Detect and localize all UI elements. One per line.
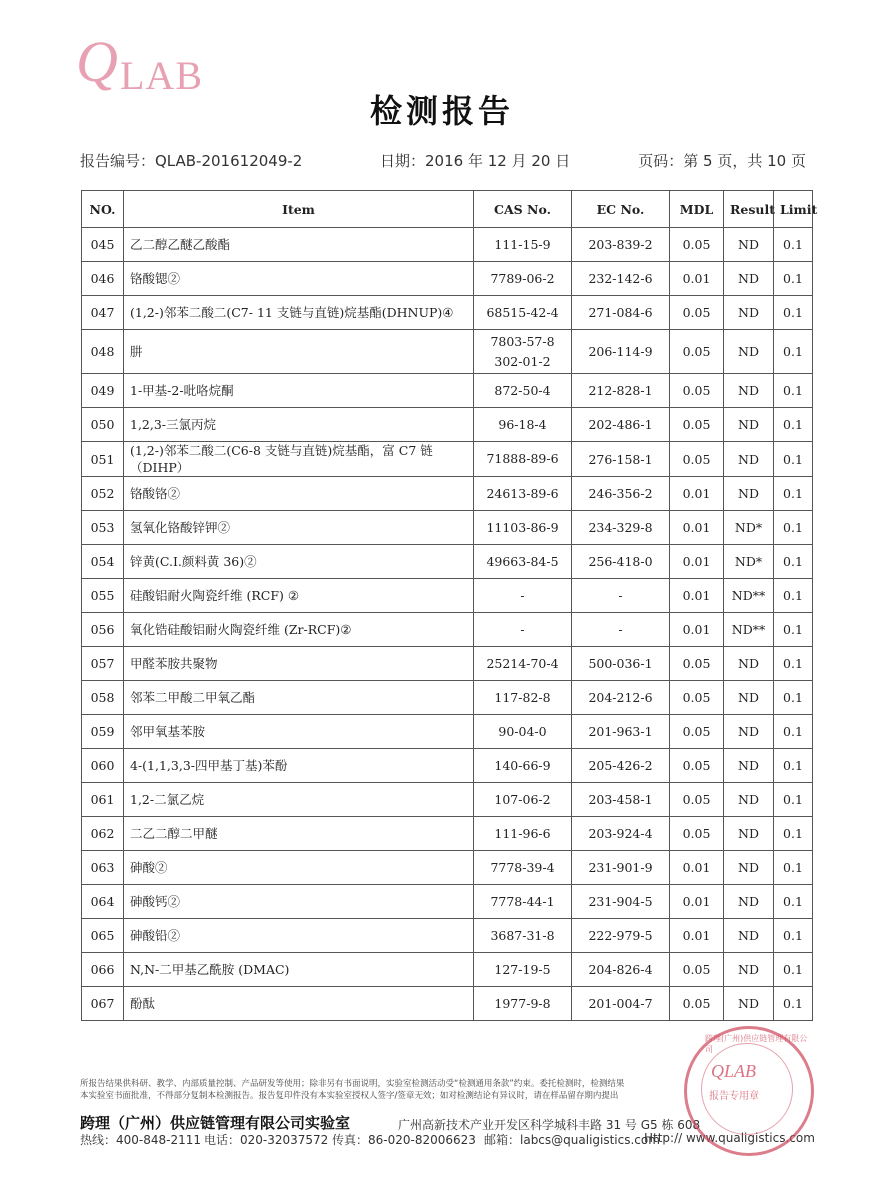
table-row	[82, 408, 813, 442]
cell-limit: 0.1	[774, 330, 813, 374]
phone: 电话：020-32037572	[204, 1133, 329, 1147]
cell-no: 059	[82, 715, 124, 749]
cell-mdl: 0.05	[670, 442, 724, 477]
cell-no: 063	[82, 851, 124, 885]
cell-no: 053	[82, 511, 124, 545]
cell-ec: 212-828-1	[572, 374, 670, 408]
page-indicator: 页码：第 5 页，共 10 页	[638, 152, 806, 170]
cell-result: ND*	[724, 545, 774, 579]
header-ec: EC No.	[572, 191, 670, 228]
cell-item: 铬酸锶②	[124, 262, 474, 296]
cell-mdl: 0.05	[670, 749, 724, 783]
header-item: Item	[124, 191, 474, 228]
cell-ec: 204-212-6	[572, 681, 670, 715]
cell-cas: 90-04-0	[474, 715, 572, 749]
table-row	[82, 953, 813, 987]
cell-cas: 11103-86-9	[474, 511, 572, 545]
cell-ec: 234-329-8	[572, 511, 670, 545]
cell-no: 060	[82, 749, 124, 783]
cell-ec: 206-114-9	[572, 330, 670, 374]
cell-result: ND	[724, 374, 774, 408]
table-row	[82, 919, 813, 953]
cell-mdl: 0.05	[670, 715, 724, 749]
cell-cas: -	[474, 579, 572, 613]
cell-no: 056	[82, 613, 124, 647]
cell-ec: 203-924-4	[572, 817, 670, 851]
cell-result: ND	[724, 296, 774, 330]
table-row	[82, 330, 813, 374]
cell-result: ND	[724, 262, 774, 296]
cell-result: ND	[724, 477, 774, 511]
official-stamp	[684, 1026, 814, 1156]
email: 邮箱：labcs@qualigistics.com	[484, 1133, 660, 1147]
table-row	[82, 262, 813, 296]
logo-lab: LAB	[120, 53, 203, 98]
table-row	[82, 749, 813, 783]
cell-item: 硅酸铝耐火陶瓷纤维 (RCF) ②	[124, 579, 474, 613]
cell-mdl: 0.05	[670, 647, 724, 681]
cell-cas: 872-50-4	[474, 374, 572, 408]
cell-no: 057	[82, 647, 124, 681]
cell-cas: 24613-89-6	[474, 477, 572, 511]
cell-cas	[474, 330, 572, 374]
cell-limit: 0.1	[774, 681, 813, 715]
cell-mdl: 0.05	[670, 783, 724, 817]
disclaimer-line-2: 本实验室书面批准，不得部分复制本检测报告。报告复印件没有本实验室授权人签字/签章无效；如对检测结论有异议时，请在样品留存期内提出	[80, 1091, 619, 1101]
cell-ec: 271-084-6	[572, 296, 670, 330]
cell-ec: 232-142-6	[572, 262, 670, 296]
cell-cas: 107-06-2	[474, 783, 572, 817]
header-result: Result	[724, 191, 774, 228]
cell-limit: 0.1	[774, 851, 813, 885]
cell-result: ND	[724, 851, 774, 885]
disclaimer	[80, 1078, 740, 1102]
cell-mdl: 0.01	[670, 885, 724, 919]
cell-limit: 0.1	[774, 885, 813, 919]
table-body	[82, 228, 813, 1021]
cell-item: 邻苯二甲酸二甲氧乙酯	[124, 681, 474, 715]
cell-limit: 0.1	[774, 296, 813, 330]
cell-cas: 68515-42-4	[474, 296, 572, 330]
cell-mdl: 0.05	[670, 374, 724, 408]
table-row	[82, 715, 813, 749]
cell-no: 055	[82, 579, 124, 613]
page-title: 检测报告	[369, 92, 514, 130]
cell-ec: -	[572, 579, 670, 613]
cell-result: ND	[724, 408, 774, 442]
table-row	[82, 442, 813, 477]
cell-limit: 0.1	[774, 408, 813, 442]
cell-no: 058	[82, 681, 124, 715]
cell-item: 1,2,3-三氯丙烷	[124, 408, 474, 442]
cell-cas: 127-19-5	[474, 953, 572, 987]
cell-no: 061	[82, 783, 124, 817]
cell-item: 砷酸②	[124, 851, 474, 885]
cell-cas: 111-96-6	[474, 817, 572, 851]
cell-cas: 7789-06-2	[474, 262, 572, 296]
cell-result: ND	[724, 228, 774, 262]
table-row	[82, 817, 813, 851]
cell-no: 050	[82, 408, 124, 442]
cell-item: 氧化锆硅酸铝耐火陶瓷纤维 (Zr-RCF)②	[124, 613, 474, 647]
cell-limit: 0.1	[774, 262, 813, 296]
cell-item: 甲醛苯胺共聚物	[124, 647, 474, 681]
cell-ec: 201-004-7	[572, 987, 670, 1021]
cell-mdl: 0.05	[670, 330, 724, 374]
header-mdl: MDL	[670, 191, 724, 228]
cell-cas: 1977-9-8	[474, 987, 572, 1021]
cell-item: 砷酸钙②	[124, 885, 474, 919]
cell-cas: 111-15-9	[474, 228, 572, 262]
cell-ec: -	[572, 613, 670, 647]
cell-item: (1,2-)邻苯二酸二(C7- 11 支链与直链)烷基酯(DHNUP)④	[124, 296, 474, 330]
cell-cas: 25214-70-4	[474, 647, 572, 681]
cell-mdl: 0.01	[670, 613, 724, 647]
cell-no: 054	[82, 545, 124, 579]
table-row	[82, 511, 813, 545]
cell-cas: 96-18-4	[474, 408, 572, 442]
cell-mdl: 0.05	[670, 987, 724, 1021]
cell-limit: 0.1	[774, 647, 813, 681]
cell-limit: 0.1	[774, 374, 813, 408]
cell-mdl: 0.05	[670, 228, 724, 262]
cell-mdl: 0.01	[670, 545, 724, 579]
cell-ec: 222-979-5	[572, 919, 670, 953]
cell-result: ND	[724, 715, 774, 749]
cell-item: 砷酸铅②	[124, 919, 474, 953]
company-name: 跨理（广州）供应链管理有限公司实验室	[80, 1114, 351, 1132]
cell-no: 066	[82, 953, 124, 987]
cell-no: 051	[82, 442, 124, 477]
cell-ec: 231-904-5	[572, 885, 670, 919]
cell-result: ND*	[724, 511, 774, 545]
cell-ec: 202-486-1	[572, 408, 670, 442]
cell-ec: 205-426-2	[572, 749, 670, 783]
cell-result: ND	[724, 783, 774, 817]
cell-no: 067	[82, 987, 124, 1021]
cell-item: 氢氧化铬酸锌钾②	[124, 511, 474, 545]
cell-limit: 0.1	[774, 477, 813, 511]
cell-mdl: 0.05	[670, 953, 724, 987]
cell-item: 乙二醇乙醚乙酸酯	[124, 228, 474, 262]
cell-result: ND	[724, 681, 774, 715]
cell-no: 046	[82, 262, 124, 296]
header-limit: Limit	[774, 191, 813, 228]
results-table	[81, 190, 818, 1021]
cell-limit: 0.1	[774, 953, 813, 987]
table-row	[82, 374, 813, 408]
table-row	[82, 783, 813, 817]
cell-ec: 246-356-2	[572, 477, 670, 511]
cell-item: (1,2-)邻苯二酸二(C6-8 支链与直链)烷基酯，富 C7 链（DIHP）	[124, 442, 474, 477]
cell-result: ND	[724, 330, 774, 374]
header-no: NO.	[82, 191, 124, 228]
cell-item: 锌黄(C.I.颜料黄 36)②	[124, 545, 474, 579]
stamp-text: 报告专用章	[709, 1091, 759, 1102]
cell-limit: 0.1	[774, 511, 813, 545]
table-row	[82, 296, 813, 330]
cell-cas: 49663-84-5	[474, 545, 572, 579]
report-number: 报告编号：QLAB-201612049-2	[80, 152, 303, 170]
table-row	[82, 613, 813, 647]
cell-limit: 0.1	[774, 715, 813, 749]
cell-item: 1,2-二氯乙烷	[124, 783, 474, 817]
table-row	[82, 681, 813, 715]
cell-mdl: 0.01	[670, 511, 724, 545]
logo-q: Q	[76, 29, 118, 94]
cell-cas: -	[474, 613, 572, 647]
website: Http:// www.qualigistics.com	[644, 1131, 815, 1145]
cell-limit: 0.1	[774, 228, 813, 262]
cell-no: 065	[82, 919, 124, 953]
header-cas: CAS No.	[474, 191, 572, 228]
cell-no: 062	[82, 817, 124, 851]
cell-result: ND**	[724, 613, 774, 647]
table-row	[82, 228, 813, 262]
fax: 传真：86-020-82006623	[332, 1133, 476, 1147]
cell-mdl: 0.05	[670, 817, 724, 851]
table-header-row	[82, 191, 813, 228]
cell-no: 047	[82, 296, 124, 330]
cell-result: ND	[724, 919, 774, 953]
cell-result: ND	[724, 749, 774, 783]
cell-mdl: 0.01	[670, 579, 724, 613]
company-address: 广州高新技术产业开发区科学城科丰路 31 号 G5 栋 608	[398, 1118, 701, 1132]
cell-mdl: 0.05	[670, 408, 724, 442]
cell-mdl: 0.01	[670, 477, 724, 511]
cell-limit: 0.1	[774, 613, 813, 647]
table-row	[82, 987, 813, 1021]
cell-no: 048	[82, 330, 124, 374]
cell-result: ND	[724, 953, 774, 987]
cell-item: 1-甲基-2-吡咯烷酮	[124, 374, 474, 408]
hotline: 热线：400-848-2111	[80, 1133, 202, 1147]
stamp-logo: QLAB	[711, 1061, 756, 1081]
cell-item: 铬酸铬②	[124, 477, 474, 511]
cell-ec: 500-036-1	[572, 647, 670, 681]
cell-ec: 276-158-1	[572, 442, 670, 477]
cell-cas: 140-66-9	[474, 749, 572, 783]
cell-result: ND	[724, 987, 774, 1021]
cell-result: ND**	[724, 579, 774, 613]
cell-ec: 231-901-9	[572, 851, 670, 885]
cell-limit: 0.1	[774, 579, 813, 613]
cell-cas: 3687-31-8	[474, 919, 572, 953]
cell-mdl: 0.01	[670, 262, 724, 296]
cell-ec: 204-826-4	[572, 953, 670, 987]
cell-item: 二乙二醇二甲醚	[124, 817, 474, 851]
cell-result: ND	[724, 885, 774, 919]
cell-limit: 0.1	[774, 442, 813, 477]
cell-cas: 7778-39-4	[474, 851, 572, 885]
cell-ec: 201-963-1	[572, 715, 670, 749]
cell-result: ND	[724, 817, 774, 851]
cell-mdl: 0.05	[670, 681, 724, 715]
cell-ec: 203-458-1	[572, 783, 670, 817]
cell-mdl: 0.01	[670, 919, 724, 953]
cell-limit: 0.1	[774, 749, 813, 783]
cell-ec: 256-418-0	[572, 545, 670, 579]
cell-limit: 0.1	[774, 783, 813, 817]
disclaimer-line-1: 所报告结果供科研、教学、内部质量控制、产品研发等使用；除非另有书面说明，实验室检测活动受“检测通用条款”约束。委托检测时，检测结果	[80, 1079, 625, 1089]
cell-item: 邻甲氧基苯胺	[124, 715, 474, 749]
cell-limit: 0.1	[774, 545, 813, 579]
cas-line: 7803-57-8	[490, 333, 555, 349]
cell-limit: 0.1	[774, 919, 813, 953]
cell-ec: 203-839-2	[572, 228, 670, 262]
cell-mdl: 0.05	[670, 296, 724, 330]
cell-cas: 7778-44-1	[474, 885, 572, 919]
table-row	[82, 477, 813, 511]
table-row	[82, 545, 813, 579]
cell-no: 052	[82, 477, 124, 511]
cell-result: ND	[724, 442, 774, 477]
cell-item: 酚酞	[124, 987, 474, 1021]
cell-limit: 0.1	[774, 817, 813, 851]
table-row	[82, 579, 813, 613]
cell-mdl: 0.01	[670, 851, 724, 885]
cell-result: ND	[724, 647, 774, 681]
cas-line: 302-01-2	[494, 353, 551, 369]
stamp-ring-text: 跨理(广州)供应链管理有限公司	[705, 1034, 808, 1054]
cell-no: 049	[82, 374, 124, 408]
cell-no: 045	[82, 228, 124, 262]
cell-no: 064	[82, 885, 124, 919]
cell-item: 4-(1,1,3,3-四甲基丁基)苯酚	[124, 749, 474, 783]
table-row	[82, 851, 813, 885]
cell-item: N,N-二甲基乙酰胺 (DMAC)	[124, 953, 474, 987]
cell-cas: 71888-89-6	[474, 442, 572, 477]
table-row	[82, 885, 813, 919]
report-date: 日期：2016 年 12 月 20 日	[380, 152, 571, 170]
table-row	[82, 647, 813, 681]
cell-cas: 117-82-8	[474, 681, 572, 715]
cell-limit: 0.1	[774, 987, 813, 1021]
cell-item: 肼	[124, 330, 474, 374]
